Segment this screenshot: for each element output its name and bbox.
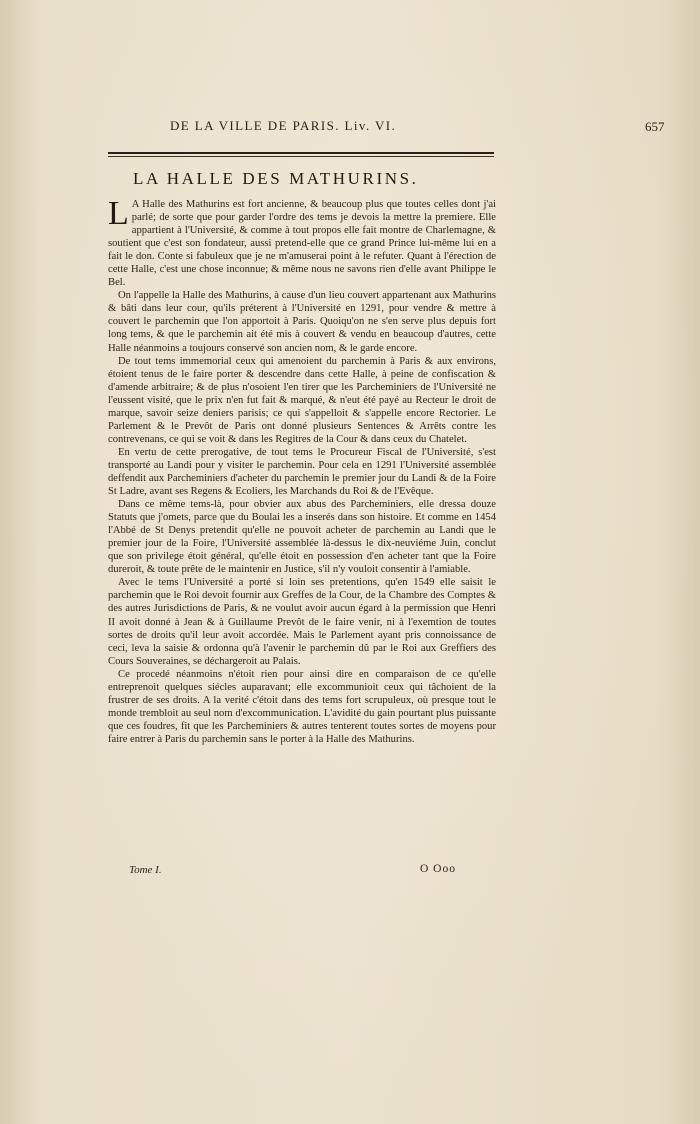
signature-mark: O Ooo [420, 863, 456, 875]
running-head: DE LA VILLE DE PARIS. Liv. VI. [170, 118, 397, 133]
paragraph: Ce procedé néanmoins n'étoit rien pour ainsi dire en comparaison de ce qu'elle entreprenoit quelques siécles auparavant; elle excommunioit ceux qui tâchoient de la frustrer de ses droits. A la verité c'étoit dans des tems fort scrupuleux, où presque tout le monde trembloit au seul nom d'excommunication. L'avidité du gain pourtant plus puissante que ces foudres, fit que les Parcheminiers & autres tenterent toutes sortes de moyens pour faire entrer à Paris du parchemin sans le porter à la Halle des Mathurins. [108, 668, 496, 745]
body-text [108, 195, 496, 746]
paragraph: Avec le tems l'Université a porté si loin ses pretentions, qu'en 1549 elle saisit le parchemin que le Roi devoit fournir aux Greffes de la Cour, de la Chambre des Comptes & des autres Jurisdictions de Paris, & ne voulut avoir aucun égard à la permission que Henri II avoit donné à Jean & à Guillaume Prevôt de le faire venir, ni à l'exemtion de toutes sortes de droits qu'il leur avoit accordée. Mais le Parlement ayant pris connoissance de ceci, leva la saisie & ordonna qu'à l'avenir le parchemin dû par le Roi aux Greffiers des Cours Souveraines, se déchargeroit au Palais. [108, 577, 496, 667]
paragraph: On l'appelle la Halle des Mathurins, à cause d'un lieu couvert appartenant aux Mathurins & bâti dans leur cour, qu'ils préterent à l'Université en 1291, pour vendre & mettre à couvert le parchemin que l'on apportoit à Paris. Quoiqu'on ne s'en serve plus depuis fort long tems, & que le parchemin ait été mis à couvert & vendu en beaucoup d'autres, cette Halle néanmoins a toujours conservé son ancien nom, & le garde encore. [108, 290, 496, 354]
paragraph [108, 195, 496, 289]
title-rule [108, 152, 494, 154]
drop-cap: L [108, 195, 129, 232]
paragraph-text: A Halle des Mathurins est fort ancienne, & beaucoup plus que toutes celles dont j'ai parlé; de sorte que pour garder l'ordre des tems je devois la mettre la premiere. Elle appartient à l'Université, & comme à tout propos elle fait montre de Charlemagne, & soutient que c'est son fondateur, aussi pretend-elle que ce grand Prince lui-même lui en a fait le don. Conte si fabuleux que je ne m'amuserai point à le refuter. Quant à l'érection de cette Halle, c'est une chose inconnue; & même nous ne savons rien d'elle avant Philippe le Bel. [108, 199, 496, 289]
paragraph: Dans ce même tems-là, pour obvier aux abus des Parcheminiers, elle dressa douze Statuts que j'omets, parce que du Boulai les a inserés dans son histoire. Et comme en 1454 l'Abbé de St Denys pretendit qu'elle ne pouvoit acheter de parchemin au Landi que le premier jour de la Foire, l'Université assemblée là-dessus le dix-neuviéme Juin, conclut que son privilege étoit général, qu'elle étoit en possession d'en acheter tant que la Foire dureroit, & toute prête de le maintenir en Justice, s'il n'y vouloit consentir à l'amiable. [108, 499, 496, 576]
paragraph: En vertu de cette prerogative, de tout tems le Procureur Fiscal de l'Université, s'est transporté au Landi pour y visiter le parchemin. Pour cela en 1291 l'Université assemblée deffendit aux Parcheminiers d'acheter du parchemin le premier jour du Landi & de la Foire St Ladre, avant ses Regens & Ecoliers, les Marchands du Roi & de l'Evêque. [108, 446, 496, 498]
volume-label: Tome I. [129, 864, 162, 876]
paragraph: De tout tems immemorial ceux qui amenoient du parchemin à Paris & aux environs, étoient tenus de le faire porter & descendre dans cette Halle, à peine de confiscation & d'amende arbitraire; & de plus n'osoient l'en tirer que les Parcheminiers de l'Université ne l'eussent visité, que le prix n'en fut fait & marqué, & n'eut été payé au Recteur le droit de marque, savoir seize deniers parisis; ce qui s'appelloit & s'appelle encore Rectorier. Le Parlement & le Prevôt de Paris ont donné plusieurs Sentences & Arrêts contre les contrevenans, ce qui se voit & dans les Regitres de la Cour & dans ceux du Chatelet. [108, 355, 496, 445]
page-number: 657 [645, 119, 665, 134]
section-title: LA HALLE DES MATHURINS. [133, 169, 419, 188]
